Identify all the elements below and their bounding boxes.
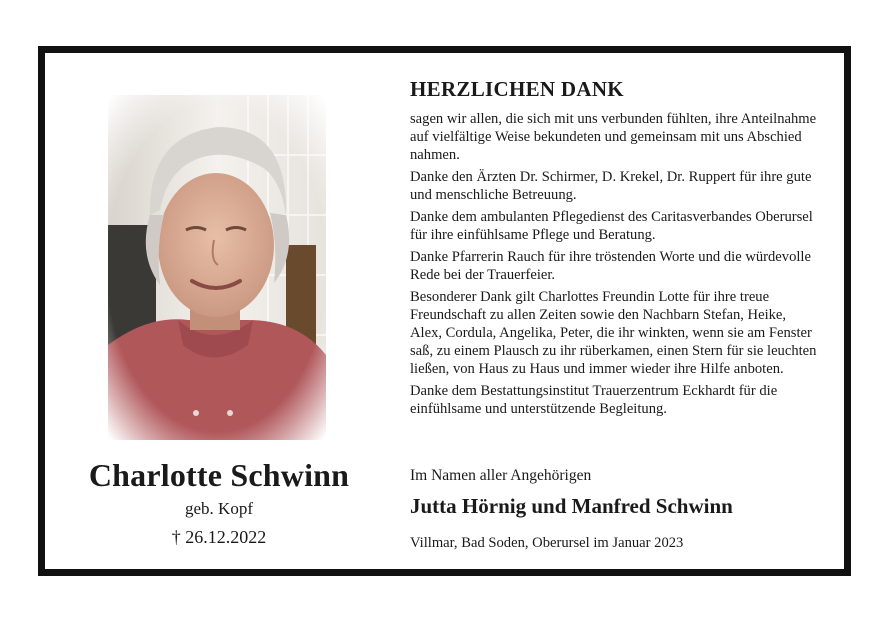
obituary-card xyxy=(38,46,851,576)
portrait-photo xyxy=(108,95,326,440)
signers: Jutta Hörnig und Manfred Schwinn xyxy=(410,494,733,518)
thanks-text-block xyxy=(410,77,820,422)
closing-line: Im Namen aller Angehörigen xyxy=(410,467,592,484)
thanks-paragraph: Besonderer Dank gilt Charlottes Freundin Lotte für ihre treue Freundschaft zu allen Zeiten sowie den Nachbarn Stefan, Heike, Alex, Cordula, Angelika, Peter, die ihr winkten, wenn sie am Fenster saß, zu einem Plausch zu ihr rüberkamen, einen Stern für sie leuchten ließen, von Haus zu Haus und immer wieder ihre Hilfe anboten. xyxy=(410,289,817,377)
maiden-name: geb. Kopf xyxy=(185,499,253,518)
portrait-illustration xyxy=(108,95,326,440)
thanks-paragraph: sagen wir allen, die sich mit uns verbunden fühlten, ihre Anteilnahme auf vielfältige Weise bekundeten und gemeinsam mit uns Abschied nahmen. xyxy=(410,111,817,163)
death-date: † 26.12.2022 xyxy=(171,527,267,547)
thanks-paragraph: Danke Pfarrerin Rauch für ihre tröstenden Worte und die würdevolle Rede bei der Trauerfeier. xyxy=(410,249,811,283)
thanks-paragraph: Danke dem Bestattungsinstitut Trauerzentrum Eckhardt für die einfühlsame und unterstützende Begleitung. xyxy=(410,383,778,417)
deceased-name: Charlotte Schwinn xyxy=(88,457,350,493)
thanks-heading: HERZLICHEN DANK xyxy=(410,77,624,101)
place-date: Villmar, Bad Soden, Oberursel im Januar 2023 xyxy=(410,535,684,551)
thanks-paragraph: Danke den Ärzten Dr. Schirmer, D. Krekel, Dr. Ruppert für ihre gute und menschliche Betreuung. xyxy=(410,169,812,203)
thanks-paragraph: Danke dem ambulanten Pflegedienst des Caritasverbandes Oberursel für ihre einfühlsame Pflege und Beratung. xyxy=(410,209,813,243)
